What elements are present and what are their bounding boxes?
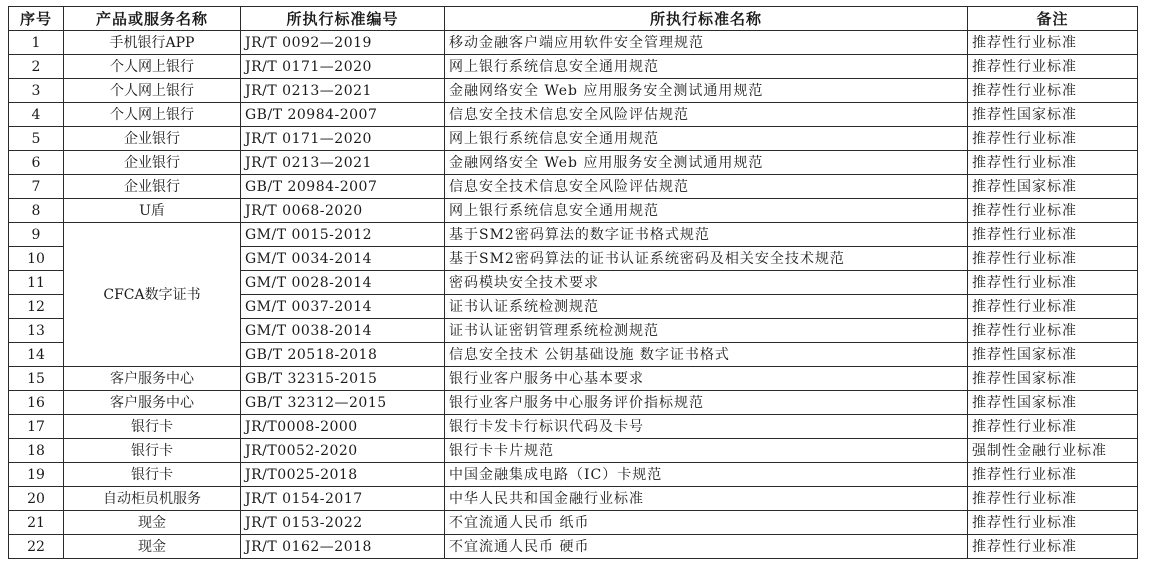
table-row [9,127,1138,151]
row-remark: 推荐性国家标准 [968,103,1138,127]
row-remark: 推荐性行业标准 [968,319,1138,343]
row-index: 19 [9,463,64,487]
row-remark: 强制性金融行业标准 [968,439,1138,463]
row-product: 现金 [64,511,241,535]
row-std-code: GB/T 32315-2015 [241,367,445,391]
row-std-code: JR/T0008-2000 [241,415,445,439]
row-index: 18 [9,439,64,463]
row-std-name: 网上银行系统信息安全通用规范 [445,127,968,151]
row-remark: 推荐性行业标准 [968,535,1138,559]
row-index: 11 [9,271,64,295]
row-std-name: 网上银行系统信息安全通用规范 [445,199,968,223]
row-index: 14 [9,343,64,367]
row-std-code: JR/T 0068-2020 [241,199,445,223]
row-std-name: 银行业客户服务中心服务评价指标规范 [445,391,968,415]
row-remark: 推荐性国家标准 [968,391,1138,415]
row-product: 客户服务中心 [64,391,241,415]
row-remark: 推荐性行业标准 [968,151,1138,175]
row-product: 银行卡 [64,463,241,487]
table-row [9,463,1138,487]
row-std-name: 密码模块安全技术要求 [445,271,968,295]
row-remark: 推荐性行业标准 [968,295,1138,319]
row-std-name: 基于SM2密码算法的数字证书格式规范 [445,223,968,247]
row-std-code: JR/T0025-2018 [241,463,445,487]
row-product: 银行卡 [64,415,241,439]
row-std-code: GM/T 0015-2012 [241,223,445,247]
row-std-code: GB/T 32312—2015 [241,391,445,415]
row-remark: 推荐性行业标准 [968,199,1138,223]
row-std-name: 银行业客户服务中心基本要求 [445,367,968,391]
row-std-code: JR/T 0154-2017 [241,487,445,511]
header-index: 序号 [9,7,64,31]
row-index: 22 [9,535,64,559]
row-std-name: 基于SM2密码算法的证书认证系统密码及相关安全技术规范 [445,247,968,271]
row-index: 13 [9,319,64,343]
row-product: 银行卡 [64,439,241,463]
row-std-name: 银行卡卡片规范 [445,439,968,463]
row-std-name: 信息安全技术信息安全风险评估规范 [445,103,968,127]
row-product: 手机银行APP [64,31,241,55]
row-std-name: 中国金融集成电路（IC）卡规范 [445,463,968,487]
row-product-merged: CFCA数字证书 [64,223,241,367]
row-std-code: JR/T0052-2020 [241,439,445,463]
row-remark: 推荐性行业标准 [968,79,1138,103]
row-index: 9 [9,223,64,247]
row-remark: 推荐性行业标准 [968,223,1138,247]
row-index: 17 [9,415,64,439]
row-remark: 推荐性国家标准 [968,175,1138,199]
row-std-code: GB/T 20518-2018 [241,343,445,367]
header-remark: 备注 [968,7,1138,31]
row-index: 4 [9,103,64,127]
table-row [9,367,1138,391]
row-std-name: 中华人民共和国金融行业标准 [445,487,968,511]
row-std-code: GM/T 0037-2014 [241,295,445,319]
row-index: 8 [9,199,64,223]
row-remark: 推荐性行业标准 [968,271,1138,295]
row-product: 现金 [64,535,241,559]
row-index: 20 [9,487,64,511]
row-std-name: 网上银行系统信息安全通用规范 [445,55,968,79]
row-std-name: 银行卡发卡行标识代码及卡号 [445,415,968,439]
row-std-code: JR/T 0153-2022 [241,511,445,535]
table-row [9,79,1138,103]
row-index: 3 [9,79,64,103]
row-std-code: GB/T 20984-2007 [241,175,445,199]
row-product: 个人网上银行 [64,103,241,127]
row-index: 1 [9,31,64,55]
table-row [9,151,1138,175]
row-remark: 推荐性国家标准 [968,343,1138,367]
table-row [9,199,1138,223]
header-std-name: 所执行标准名称 [445,7,968,31]
row-remark: 推荐性行业标准 [968,31,1138,55]
row-std-name: 证书认证系统检测规范 [445,295,968,319]
row-std-name: 信息安全技术 公钥基础设施 数字证书格式 [445,343,968,367]
row-index: 16 [9,391,64,415]
row-remark: 推荐性行业标准 [968,247,1138,271]
row-std-code: GM/T 0034-2014 [241,247,445,271]
row-remark: 推荐性行业标准 [968,55,1138,79]
row-remark: 推荐性行业标准 [968,415,1138,439]
row-index: 7 [9,175,64,199]
row-remark: 推荐性行业标准 [968,127,1138,151]
row-product: 个人网上银行 [64,55,241,79]
row-product: U盾 [64,199,241,223]
table-row [9,55,1138,79]
row-index: 10 [9,247,64,271]
table-row [9,487,1138,511]
row-index: 5 [9,127,64,151]
row-remark: 推荐性行业标准 [968,487,1138,511]
row-product: 企业银行 [64,175,241,199]
table-row [9,103,1138,127]
row-std-code: GM/T 0038-2014 [241,319,445,343]
row-index: 6 [9,151,64,175]
row-std-name: 信息安全技术信息安全风险评估规范 [445,175,968,199]
row-product: 个人网上银行 [64,79,241,103]
row-std-name: 金融网络安全 Web 应用服务安全测试通用规范 [445,79,968,103]
row-index: 2 [9,55,64,79]
table-row [9,511,1138,535]
standards-table [8,6,1138,559]
row-index: 21 [9,511,64,535]
table-row [9,439,1138,463]
table-row [9,175,1138,199]
row-std-code: GB/T 20984-2007 [241,103,445,127]
row-std-name: 金融网络安全 Web 应用服务安全测试通用规范 [445,151,968,175]
row-std-code: JR/T 0162—2018 [241,535,445,559]
row-product: 自动柜员机服务 [64,487,241,511]
row-std-code: JR/T 0171—2020 [241,55,445,79]
row-product: 企业银行 [64,127,241,151]
table-row [9,535,1138,559]
row-std-code: JR/T 0213—2021 [241,151,445,175]
standards-table-container [8,6,1138,559]
table-row [9,31,1138,55]
row-index: 12 [9,295,64,319]
row-std-code: JR/T 0092—2019 [241,31,445,55]
row-product: 客户服务中心 [64,367,241,391]
row-std-code: JR/T 0171—2020 [241,127,445,151]
row-std-name: 不宜流通人民币 硬币 [445,535,968,559]
table-row [9,223,1138,247]
row-std-name: 不宜流通人民币 纸币 [445,511,968,535]
row-std-name: 移动金融客户端应用软件安全管理规范 [445,31,968,55]
row-remark: 推荐性国家标准 [968,367,1138,391]
row-product: 企业银行 [64,151,241,175]
table-row [9,391,1138,415]
header-std-code: 所执行标准编号 [241,7,445,31]
row-std-code: GM/T 0028-2014 [241,271,445,295]
row-std-name: 证书认证密钥管理系统检测规范 [445,319,968,343]
row-index: 15 [9,367,64,391]
header-row [9,7,1138,31]
row-remark: 推荐性行业标准 [968,463,1138,487]
row-std-code: JR/T 0213—2021 [241,79,445,103]
row-remark: 推荐性行业标准 [968,511,1138,535]
header-product: 产品或服务名称 [64,7,241,31]
table-row [9,415,1138,439]
